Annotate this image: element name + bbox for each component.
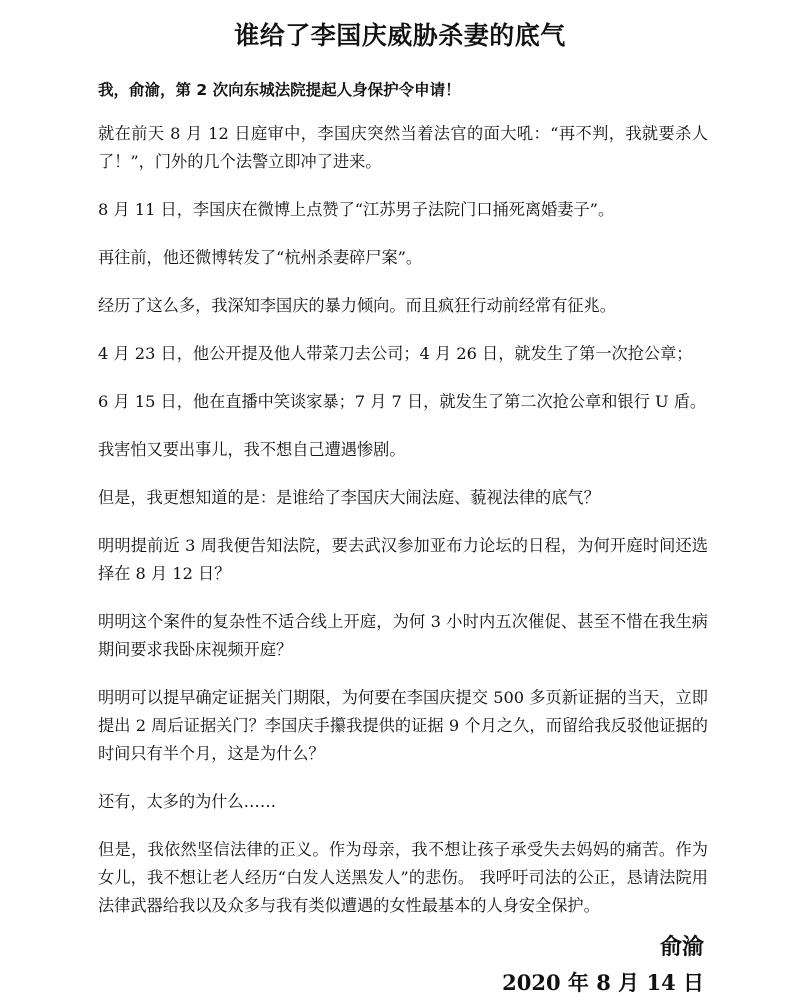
paragraph: 我害怕又要出事儿，我不想自己遭遇惨剧。 <box>98 440 406 459</box>
paragraph: 明明这个案件的复杂性不适合线上开庭，为何 3 小时内五次催促、甚至不惜在我生病期间要求我卧床视频开庭？ <box>98 612 708 659</box>
signature: 俞渝 <box>659 935 704 960</box>
paragraph: 就在前天 8 月 12 日庭审中，李国庆突然当着法官的面大吼：“再不判，我就要杀人了！”，门外的几个法警立即冲了进来。 <box>98 124 708 171</box>
paragraph: 还有，太多的为什么…… <box>98 792 277 811</box>
page-title: 谁给了李国庆威胁杀妻的底气 <box>234 21 566 50</box>
paragraph: 明明可以提早确定证据关门期限，为何要在李国庆提交 500 多页新证据的当天，立即提出 2 周后证据关门？李国庆手攥我提供的证据 9 个月之久，而留给我反驳他证据的时间只有半个月，这是为什么？ <box>98 688 708 763</box>
paragraph: 经历了这么多，我深知李国庆的暴力倾向。而且疯狂行动前经常有征兆。 <box>98 296 616 315</box>
paragraph: 明明提前近 3 周我便告知法院，要去武汉参加亚布力论坛的日程，为何开庭时间还选择在 8 月 12 日？ <box>98 536 708 583</box>
paragraph: 但是，我更想知道的是：是谁给了李国庆大闹法庭、藐视法律的底气？ <box>98 488 600 507</box>
paragraph: 4 月 23 日，他公开提及他人带菜刀去公司；4 月 26 日，就发生了第一次抢公章； <box>98 344 693 363</box>
paragraph: 再往前，他还微博转发了“杭州杀妻碎尸案”。 <box>98 248 423 267</box>
signature-date: 2020 年 8 月 14 日 <box>502 970 704 995</box>
paragraph: 但是，我依然坚信法律的正义。作为母亲，我不想让孩子承受失去妈妈的痛苦。作为女儿，我不想让老人经历“白发人送黑发人”的悲伤。 我呼吁司法的公正，恳请法院用法律武器给我以及众多与我有类似遭遇的女性最基本的人身安全保护。 <box>98 840 708 915</box>
paragraph: 8 月 11 日，李国庆在微博上点赞了“江苏男子法院门口捅死离婚妻子”。 <box>98 200 615 219</box>
paragraph: 6 月 15 日，他在直播中笑谈家暴；7 月 7 日，就发生了第二次抢公章和银行 U 盾。 <box>98 392 707 411</box>
subtitle: 我，俞渝，第 2 次向东城法院提起人身保护令申请！ <box>98 81 461 99</box>
document-body <box>98 120 708 940</box>
